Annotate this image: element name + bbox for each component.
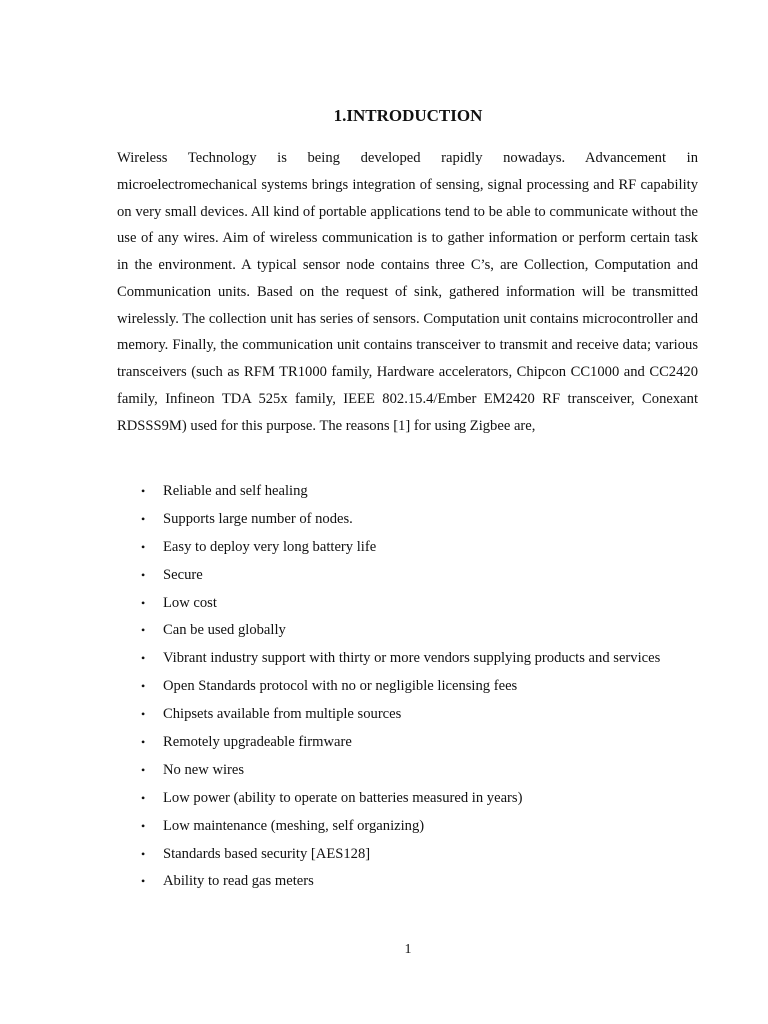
list-item — [117, 534, 717, 562]
bullet-icon: • — [141, 511, 146, 526]
bullet-icon: • — [141, 707, 146, 722]
list-item-text: Standards based security [AES128] — [163, 845, 371, 862]
list-item — [117, 813, 717, 841]
list-item-text: Open Standards protocol with no or negligible licensing fees — [163, 678, 518, 695]
list-item — [117, 785, 717, 813]
bullet-icon: • — [141, 539, 146, 554]
bullet-icon: • — [141, 567, 146, 582]
list-item-text: Easy to deploy very long battery life — [163, 538, 377, 555]
list-item-text: Vibrant industry support with thirty or more vendors supplying products and services — [163, 650, 661, 667]
page-number: 1 — [404, 942, 412, 957]
list-item-text: No new wires — [163, 761, 245, 778]
list-item-text: Supports large number of nodes. — [163, 510, 353, 527]
list-item — [117, 478, 717, 506]
bullet-icon: • — [141, 735, 146, 750]
list-item — [117, 590, 717, 618]
list-item — [117, 729, 717, 757]
list-item-text: Ability to read gas meters — [163, 873, 314, 890]
list-item — [117, 868, 717, 896]
list-item-text: Reliable and self healing — [163, 483, 308, 499]
bullet-icon: • — [141, 874, 146, 889]
section-heading: 1.INTRODUCTION — [333, 106, 483, 125]
list-item — [117, 617, 717, 645]
list-item — [117, 757, 717, 785]
bullet-icon: • — [141, 651, 146, 666]
bullet-icon: • — [141, 484, 146, 498]
list-item-text: Low power (ability to operate on batteries measured in years) — [163, 789, 523, 806]
bullet-icon: • — [141, 846, 146, 861]
list-item — [117, 673, 717, 701]
list-item — [117, 562, 717, 590]
list-item — [117, 841, 717, 869]
bullet-icon: • — [141, 623, 146, 638]
list-item-text: Remotely upgradeable firmware — [163, 734, 352, 751]
list-item — [117, 645, 717, 673]
zigbee-reasons-list — [117, 478, 717, 896]
list-item-text: Secure — [163, 566, 203, 583]
list-item — [117, 701, 717, 729]
list-item-text: Low cost — [163, 594, 217, 611]
list-item — [117, 506, 717, 534]
bullet-icon: • — [141, 818, 146, 833]
bullet-icon: • — [141, 762, 146, 777]
bullet-icon: • — [141, 790, 146, 805]
intro-paragraph: Wireless Technology is being developed rapidly nowadays. Advancement in microelectromechanical systems brings integration of sensing, signal processing and RF capability on very small devices. All kind of portable applications tend to be able to communicate without the use of any wires. Aim of wireless communication is to gather information or perform certain task in the environment. A typical sensor node contains three C’s, are Collection, Computation and Communication units. Based on the request of sink, gathered information will be transmitted wirelessly. The collection unit has series of sensors. Computation unit contains microcontroller and memory. Finally, the communication unit contains transceiver to transmit and receive data; various transceivers (such as RFM TR1000 family, Hardware accelerators, Chipcon CC1000 and CC2420 family, Infineon TDA 525x family, IEEE 802.15.4/Ember EM2420 RF transceiver, Conexant RDSSS9M) used for this purpose. The reasons [1] for using Zigbee are, — [117, 150, 698, 434]
list-item-text: Chipsets available from multiple sources — [163, 706, 402, 723]
list-item-text: Low maintenance (meshing, self organizing) — [163, 817, 425, 834]
bullet-icon: • — [141, 679, 146, 694]
list-item-text: Can be used globally — [163, 622, 286, 639]
bullet-icon: • — [141, 595, 146, 610]
